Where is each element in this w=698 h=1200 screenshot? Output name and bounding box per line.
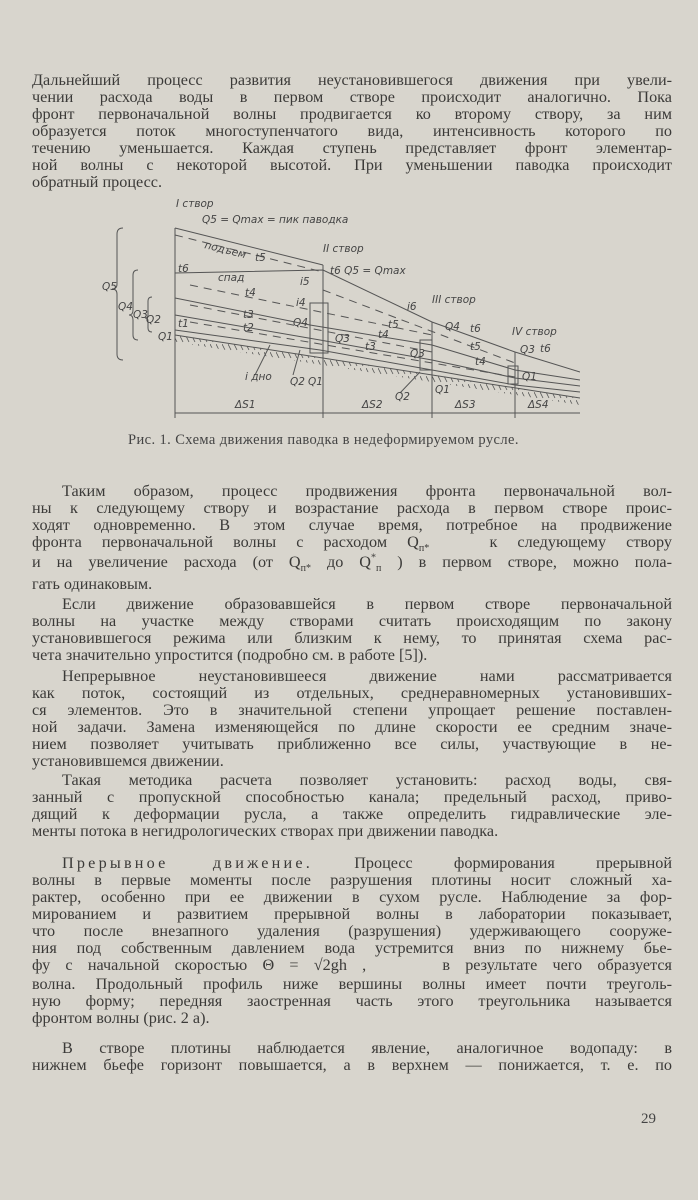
paragraph-3 [32,596,672,664]
text-line: волны на участке между створами считать происходящим по закону [32,612,672,630]
text-line: В створе плотины наблюдается явление, аналогичное водопаду: в [62,1039,672,1057]
superscript: * [370,552,376,564]
label-q1-s4: Q1 [522,371,537,383]
page-number: 29 [641,1111,656,1127]
text-line: волны в первые моменты после разрушения плотины носит сложный ха- [32,871,672,889]
label-fall: спад [218,272,245,284]
section-heading: Прерывное движение. [62,854,313,872]
text-line: ся элементов. Это в значительной степени упрощает решение поставлен- [32,701,672,719]
text-line [32,855,672,872]
label-station-4: IV створ [512,326,557,338]
label-q4: Q4 [293,317,308,329]
label-t4-s2: t4 [378,329,389,341]
text-line: ходят одновременно. В этом случае время, потребное на продвижение [32,516,672,534]
paragraph-2 [32,483,672,593]
label-t6-s3: t6 [470,323,481,335]
text-line: менты потока в негидрологических створах при движении паводка. [32,822,499,840]
label-t4: t4 [245,287,256,299]
label-q1-brace: Q1 [158,331,173,343]
text-line: нием позволяет учитывать приближенно все силы, участвующие в не- [32,735,672,753]
flood-scheme-figure [100,195,580,435]
text-line: фронт первоначальной волны продвигается ко второму створу, за ним [32,105,672,123]
text-fragment: к следующему створу [489,533,673,551]
label-t1: t1 [178,318,189,330]
label-t5: t5 [255,252,266,264]
paragraph-5 [32,772,672,840]
text-line: чении расхода воды в первом створе происходит аналогично. Пока [32,88,672,106]
text-line: фронтом волны (рис. 2 а). [32,1009,210,1027]
text-line: дящий к деформации русла, а также определить гидравлические эле- [32,805,672,823]
text-line: ной задачи. Замена изменяющейся по длине скорости ее средним значе- [32,718,672,736]
text-line: обратный процесс. [32,173,163,191]
text-line: образуется поток многоступенчатого вида, интенсивность которого по [32,122,672,140]
text-line: чета значительно упростится (подробно см. в работе [5]). [32,646,428,664]
label-station-3: III створ [432,294,476,306]
label-q3-s2b: Q3 [410,348,425,360]
label-station-1: I створ [176,198,214,210]
label-t3-s2: t3 [365,341,376,353]
label-t4-s3: t4 [475,356,486,368]
label-i5: i5 [300,276,310,288]
label-q2-brace: Q2 [146,314,161,326]
paragraph-4 [32,668,672,770]
label-q1-s3: Q1 [435,384,450,396]
label-station-2: II створ [323,243,364,255]
text-line: Дальнейший процесс развития неустановившегося движения при увели- [32,71,672,89]
label-t5-s2: t5 [388,319,399,331]
text-line: как поток, состоящий из отдельных, среднеравномерных установивших- [32,684,672,702]
peak-surface [175,228,323,265]
text-fragment: в результате чего образуется [442,956,672,974]
text-fragment: Процесс формирования прерывной [354,854,672,872]
text-line-formula [32,533,673,555]
text-line: установившемся движении. [32,752,224,770]
label-q4-s3: Q4 [445,321,460,333]
figure-caption: Рис. 1. Схема движения паводка в недеформируемом русле. [128,432,519,448]
label-q2-s2: Q2 [395,391,410,403]
text-line: установившегося режима или близким к нему, то принятая схема рас- [32,629,672,647]
label-ds3: ΔS3 [455,399,476,411]
label-t3: t3 [243,309,254,321]
text-fragment: ) в первом створе, можно пола- [397,553,672,571]
subscript: п [375,563,382,575]
text-line: волна. Продольный профиль ниже вершины волны имеет почти треуголь- [32,975,672,993]
text-line: ную форму; передняя заостренная часть этого треугольника называется [32,992,672,1010]
text-fragment: фронта первоначальной волны с расходом Q [32,533,419,551]
label-bed-slope: i дно [245,371,272,383]
label-t2: t2 [243,322,254,334]
label-rise: подъем [203,239,248,262]
label-q3-brace: Q3 [133,309,148,321]
label-i6: i6 [407,301,417,313]
label-station-2-q: t6 Q5 = Qmax [330,265,406,277]
label-peak: Q5 = Qmax = пик паводка [202,214,349,226]
text-fragment: и на увеличение расхода (от Q [32,553,301,571]
text-line: ния под собственным давлением вода устремится вниз по нижнему бье- [32,939,672,957]
paragraph-1 [32,72,672,191]
text-fragment: фу с начальной скоростью Θ = √2gh , [32,956,367,974]
text-line: Если движение образовавшейся в первом створе первоначальной [62,595,672,613]
label-ds1: ΔS1 [235,399,256,411]
label-q3-s4: Q3 [520,344,535,356]
label-i4: i4 [296,297,306,309]
text-line-formula [32,551,672,576]
label-q3-s2: Q3 [335,333,350,345]
text-line: гать одинаковым. [32,575,153,593]
label-q5: Q5 [102,281,117,293]
text-line: Таким образом, процесс продвижения фронта первоначальной вол- [62,482,672,500]
text-line: Непрерывное неустановившееся движение нами рассматривается [62,667,672,685]
label-ds4: ΔS4 [528,399,549,411]
paragraph-7 [32,1040,672,1074]
label-q1-s1: Q1 [308,376,323,388]
text-line: рактер, особенно при ее движении в сухом русле. Наблюдение за фор- [32,888,672,906]
label-t5-s3: t5 [470,341,481,353]
subscript: п* [418,543,430,555]
label-ds2: ΔS2 [362,399,383,411]
text-line: нижнем бьефе горизонт повышается, а в верхнем — понижается, т. е. по [32,1056,672,1074]
text-line: занный с пропускной способностью канала; предельный расход, приво- [32,788,672,806]
subscript: п* [300,563,311,575]
text-line: что после внезапного удаления (разрушения) удерживающего сооруже- [32,922,672,940]
text-line: течению уменьшается. Каждая ступень представляет фронт элементар- [32,139,672,157]
label-q4-brace: Q4 [118,301,133,313]
text-line-formula [32,957,672,976]
label-q2-s1: Q2 [290,376,305,388]
label-t6: t6 [178,263,189,275]
label-t6-s4: t6 [540,343,551,355]
text-line: ной волны с некоторой высотой. При уменьшении паводка происходит [32,156,672,174]
paragraph-6 [32,855,672,1027]
text-fragment: до Q [326,553,371,571]
text-line: Такая методика расчета позволяет установить: расход воды, свя- [62,771,672,789]
text-line: мированием и развитием прерывной волны в лаборатории показывает, [32,905,672,923]
text-line: ны к следующему створу и возрастание расхода в первом створе проис- [32,499,672,517]
